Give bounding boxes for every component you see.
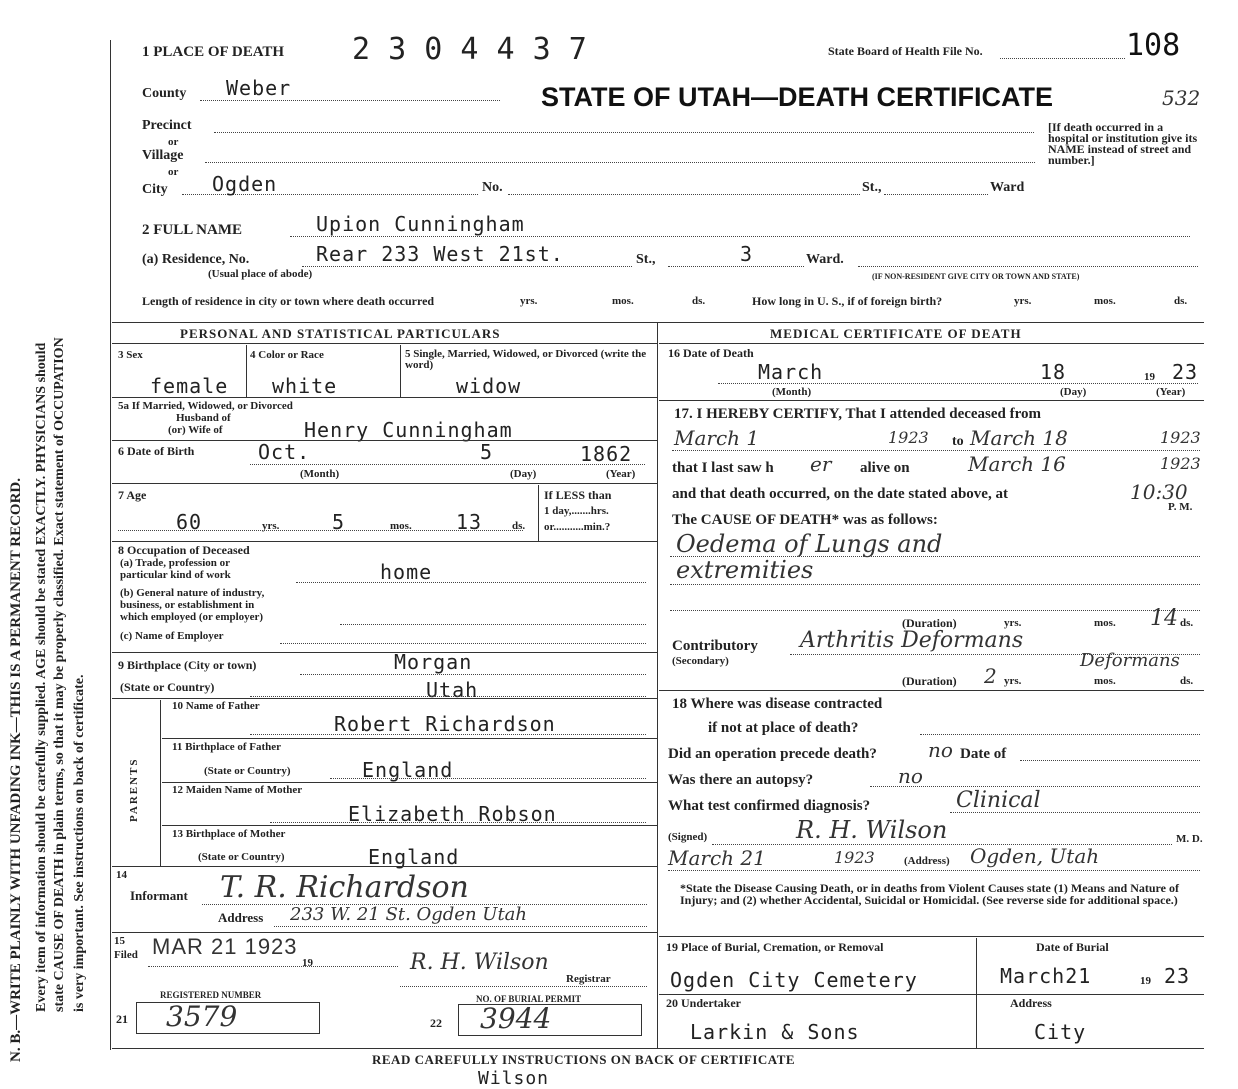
md-label: M. D. [1176,833,1203,845]
parents-label: PARENTS [128,757,140,822]
residence-st-label: St., [636,252,656,267]
dob-day-value: 5 [480,440,494,464]
registered-number-value: 3579 [166,1000,238,1033]
city-value: Ogden [212,172,278,196]
informant-address-label: Address [218,910,264,925]
length-mos-label: mos. [612,295,634,307]
registered-field-number: 21 [116,1012,128,1026]
occupation-b-line1: (b) General nature of industry, [120,587,265,599]
death-year-sub: (Year) [1156,386,1186,398]
residence-sub-label: (Usual place of abode) [208,268,313,280]
registrar-label: Registrar [566,973,611,985]
occupation-b-line3: which employed (or employer) [120,611,264,623]
filed-year-suffix: 19 [302,957,313,969]
birthplace-state-label: (State or Country) [120,680,215,694]
mother-label: 12 Maiden Name of Mother [172,784,303,796]
contrib-duration-label: (Duration) [902,674,957,688]
death-time-value: 10:30 [1130,480,1188,504]
occupation-value: home [380,560,433,584]
attended-to-year: 1923 [1160,428,1201,447]
county-value: Weber [226,76,292,100]
alive-on-label: alive on [860,460,910,476]
cause-mos-label: mos. [1094,617,1116,629]
burial-place-label: 19 Place of Burial, Cremation, or Removal [666,940,884,954]
undertaker-label: 20 Undertaker [666,996,741,1010]
occurred-label: and that death occurred, on the date stated above, at [672,486,1008,502]
burial-date-value: March21 [1000,964,1092,988]
operation-value: no [928,738,953,762]
occupation-c-label: (c) Name of Employer [120,630,224,642]
length-residence-label: Length of residence in city or town where death occurred [142,294,435,308]
operation-date-label: Date of [960,746,1007,762]
last-saw-pronoun: er [810,452,832,476]
burial-permit-field-number: 22 [430,1016,442,1030]
birthplace-state-value: Utah [426,678,479,702]
or-label-1: or [168,136,179,148]
where-contracted-label: 18 Where was disease contracted [672,696,883,712]
sidebar-note-1: N. B.—WRITE PLAINLY WITH UNFADING INK—THIS IS A PERMANENT RECORD. [8,478,24,1062]
cause-months-value: 14 [1150,606,1178,631]
title-note: 532 [1162,86,1201,110]
death-time-ampm: P. M. [1168,501,1193,513]
burial-year-prefix: 19 [1140,975,1151,987]
attended-from-year: 1923 [888,428,929,447]
burial-permit-label: NO. OF BURIAL PERMIT [476,994,582,1004]
filed-stamp: MAR 21 1923 [152,934,298,959]
age-months-value: 5 [332,510,346,534]
mother-birthplace-label: 13 Birthplace of Mother [172,828,286,840]
sidebar-note-4: is very important. See instructions on back of certificate. [72,674,87,1012]
age-years-value: 60 [176,510,203,534]
father-value: Robert Richardson [334,712,556,736]
cause-label: The CAUSE OF DEATH* was as follows: [672,512,938,528]
death-year-prefix: 19 [1144,371,1155,383]
residence-ward-label: Ward. [806,252,844,267]
last-saw-year: 1923 [1160,454,1201,473]
contrib-yrs-label: yrs. [1004,675,1022,687]
last-saw-label: that I last saw h [672,460,774,476]
filed-number: 15 [114,935,125,947]
certify-label: 17. I HEREBY CERTIFY, That I attended deceased from [674,406,1042,422]
cause-line-2: extremities [676,556,814,584]
last-saw-date: March 16 [968,452,1066,476]
death-month-value: March [758,360,824,384]
sidebar-note-3: state CAUSE OF DEATH in plain terms, so that it may be properly classified. Exact statement of OCCUPATION [52,337,67,1012]
dob-month-value: Oct. [258,440,311,464]
full-name-value: Upion Cunningham [316,212,525,236]
footer-instructions: READ CAREFULLY INSTRUCTIONS ON BACK OF CERTIFICATE [372,1052,796,1067]
mother-birthplace-value: England [368,845,460,869]
informant-address-value: 233 W. 21 St. Ogden Utah [290,904,528,925]
burial-year-value: 23 [1164,964,1191,988]
undertaker-address-label: Address [1010,996,1052,1010]
signed-year-value: 1923 [834,848,875,867]
physician-address-label: (Address) [904,855,950,867]
street-no-label: No. [482,180,503,195]
marital-value: widow [456,374,522,398]
file-no-label: State Board of Health File No. [828,44,983,58]
father-label: 10 Name of Father [172,700,260,712]
age-label: 7 Age [118,488,147,502]
full-name-label: 2 FULL NAME [142,222,243,238]
autopsy-label: Was there an autopsy? [668,772,814,788]
registered-number-label: REGISTERED NUMBER [160,990,262,1000]
residence-label: (a) Residence, No. [142,252,250,267]
ward-label: Ward [990,180,1025,195]
dob-year-value: 1862 [580,442,633,466]
undertaker-value: Larkin & Sons [690,1020,860,1044]
less-than-label-2: 1 day,.......hrs. [544,505,609,517]
dob-month-sub: (Month) [300,468,340,480]
registrar-signature: R. H. Wilson [410,950,549,975]
section-top-line [112,322,1204,323]
personal-heading: PERSONAL AND STATISTICAL PARTICULARS [180,326,501,341]
death-month-sub: (Month) [772,386,812,398]
father-birthplace-label: 11 Birthplace of Father [172,741,282,753]
color-label: 4 Color or Race [250,349,324,361]
death-day-sub: (Day) [1060,386,1087,398]
file-number: 108 [1126,28,1181,63]
death-date-label: 16 Date of Death [668,346,754,360]
birthplace-city-value: Morgan [394,650,473,674]
test-label: What test confirmed diagnosis? [668,798,871,814]
place-of-death-label: 1 PLACE OF DEATH [142,44,285,60]
frame-bottom-line [112,1048,1204,1049]
contrib-ds-label: ds. [1180,675,1194,687]
informant-number: 14 [116,869,127,881]
certificate-number: 2 3 0 4 4 3 7 [352,32,587,67]
length-yrs-label: yrs. [520,295,538,307]
attended-to-value: March 18 [970,426,1068,450]
cause-ds-label: ds. [1180,617,1194,629]
signed-label: (Signed) [668,831,708,843]
sidebar-note-2: Every item of information should be carefully supplied. AGE should be stated EXACTLY. PHYSICIANS should [34,342,49,1012]
father-birthplace-value: England [362,758,454,782]
length-ds-label: ds. [692,295,706,307]
father-birthplace-sub: (State or Country) [204,765,291,777]
residence-ward-value: 3 [740,242,754,266]
physician-signature: R. H. Wilson [796,816,948,844]
age-days-value: 13 [456,510,483,534]
contrib-years-value: 2 [984,664,997,688]
physician-address-value: Ogden, Utah [970,844,1100,868]
us-ds-label: ds. [1174,295,1188,307]
mother-birthplace-sub: (State or Country) [198,851,285,863]
secondary-label: (Secondary) [672,655,729,667]
spouse-value: Henry Cunningham [304,418,513,442]
burial-permit-value: 3944 [480,1002,552,1035]
burial-place-value: Ogden City Cemetery [670,968,918,992]
sex-label: 3 Sex [118,349,143,361]
medical-heading: MEDICAL CERTIFICATE OF DEATH [770,326,1022,341]
dob-label: 6 Date of Birth [118,444,195,458]
filed-label: Filed [114,949,138,961]
operation-label: Did an operation precede death? [668,746,877,762]
dob-year-sub: (Year) [606,468,636,480]
death-year-value: 23 [1172,360,1199,384]
age-ds-label: ds. [512,520,526,532]
contributory-label: Contributory [672,638,758,654]
autopsy-value: no [898,764,923,788]
us-yrs-label: yrs. [1014,295,1032,307]
marital-label: 5 Single, Married, Widowed, or Divorced (write the word) [405,348,647,371]
informant-signature: T. R. Richardson [220,870,469,905]
mother-value: Elizabeth Robson [348,802,557,826]
burial-date-label: Date of Burial [1036,940,1109,954]
county-label: County [142,86,187,101]
attended-from-value: March 1 [674,426,760,450]
or-label-2: or [168,166,179,178]
dob-day-sub: (Day) [510,468,537,480]
footer-below-text: Wilson [478,1068,550,1089]
street-label: St., [862,180,882,195]
spouse-label-2: Husband of [176,412,231,424]
signed-date-value: March 21 [668,846,766,870]
age-yrs-label: yrs. [262,520,280,532]
informant-label: Informant [130,888,188,903]
spouse-label-3: (or) Wife of [168,424,223,436]
spouse-label-1: 5a If Married, Widowed, or Divorced [118,400,293,412]
contributory-value: Arthritis Deformans [800,628,1024,653]
occupation-label: 8 Occupation of Deceased [118,543,250,557]
hospital-note: [If death occurred in a hospital or institution give its NAME instead of street and number.] [1048,120,1198,167]
contributory-value-2: Deformans [1080,650,1180,671]
village-label: Village [142,148,184,163]
cause-instructions-note: *State the Disease Causing Death, or in deaths from Violent Causes state (1) Means and Nature of Injury; and (2) whether Accidental, Suicidal or Homicidal. (See reverse side for additional space.) [680,881,1179,907]
less-than-label-1: If LESS than [544,488,612,502]
birthplace-label: 9 Birthplace (City or town) [118,658,257,672]
age-mos-label: mos. [390,520,412,532]
contrib-mos-label: mos. [1094,675,1116,687]
sex-value: female [150,374,229,398]
occupation-a-line2: particular kind of work [120,569,231,581]
less-than-label-3: or...........min.? [544,521,611,533]
cause-duration-label: (Duration) [902,616,957,630]
residence-value: Rear 233 West 21st. [316,242,564,266]
us-label: How long in U. S., if of foreign birth? [752,294,943,308]
where-contracted-label-2: if not at place of death? [708,720,859,736]
occupation-b-line2: business, or establishment in [120,599,255,611]
non-resident-note: (IF NON-RESIDENT GIVE CITY OR TOWN AND STATE) [872,272,1080,281]
color-value: white [272,374,338,398]
certificate-title: STATE OF UTAH—DEATH CERTIFICATE [541,82,1053,112]
occupation-a-line1: (a) Trade, profession or [120,557,230,569]
us-mos-label: mos. [1094,295,1116,307]
death-day-value: 18 [1040,360,1067,384]
test-value: Clinical [956,788,1041,813]
cause-line-1: Oedema of Lungs and [676,530,943,558]
center-divider [657,322,658,1048]
undertaker-address-value: City [1034,1020,1087,1044]
attended-to-label: to [952,434,964,449]
cause-yrs-label: yrs. [1004,617,1022,629]
precinct-label: Precinct [142,118,192,133]
city-label: City [142,182,168,197]
frame-left-line [110,40,111,1050]
